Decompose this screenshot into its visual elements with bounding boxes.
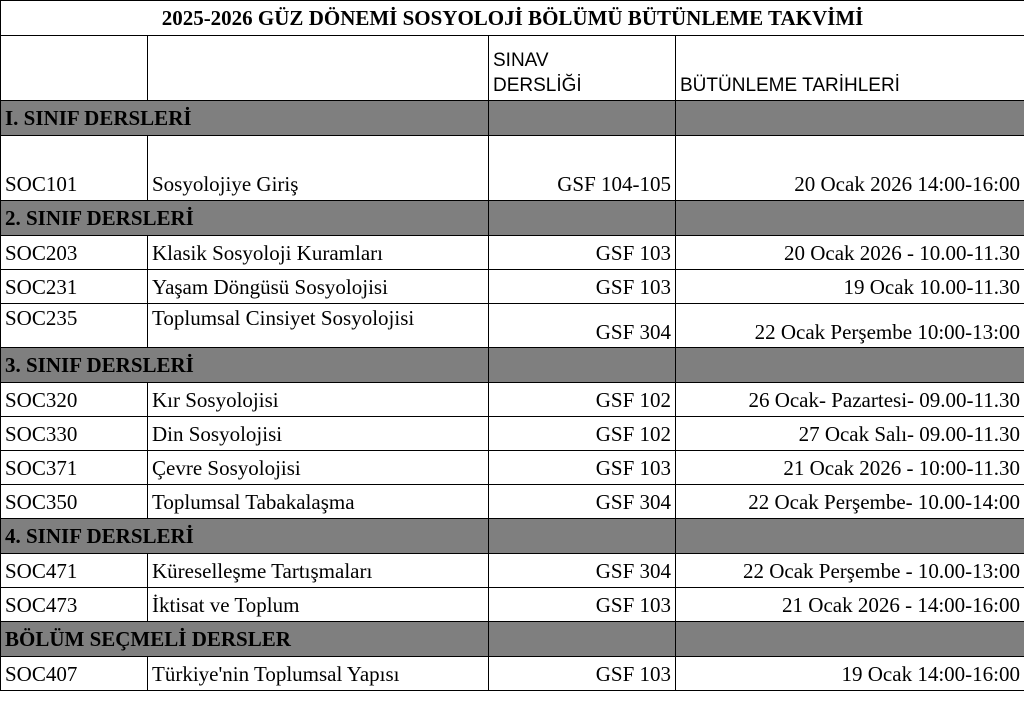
table-row	[1, 588, 1024, 622]
exam-date: 26 Ocak- Pazartesi- 09.00-11.30	[676, 383, 1024, 417]
exam-room: GSF 103	[489, 270, 676, 304]
course-code: SOC473	[1, 588, 148, 622]
course-code: SOC203	[1, 236, 148, 270]
exam-date: 22 Ocak Perşembe - 10.00-13:00	[676, 554, 1024, 588]
course-code: SOC471	[1, 554, 148, 588]
section-row-2	[1, 201, 1024, 236]
course-name: Kır Sosyolojisi	[148, 383, 489, 417]
table-row	[1, 485, 1024, 519]
course-name: Türkiye'nin Toplumsal Yapısı	[148, 657, 489, 691]
section-filler	[489, 622, 676, 657]
table-row	[1, 383, 1024, 417]
course-code: SOC320	[1, 383, 148, 417]
exam-date: 22 Ocak Perşembe 10:00-13:00	[676, 304, 1024, 348]
header-name	[148, 36, 489, 101]
course-code: SOC350	[1, 485, 148, 519]
exam-room: GSF 103	[489, 451, 676, 485]
header-row	[1, 36, 1024, 101]
section-label: I. SINIF DERSLERİ	[1, 101, 489, 136]
exam-room: GSF 304	[489, 485, 676, 519]
header-code	[1, 36, 148, 101]
section-label: 3. SINIF DERSLERİ	[1, 348, 489, 383]
section-filler	[489, 101, 676, 136]
table-row	[1, 417, 1024, 451]
title-row	[1, 1, 1024, 36]
header-room-line1: SINAV	[493, 50, 549, 71]
section-filler	[676, 622, 1024, 657]
exam-room: GSF 103	[489, 236, 676, 270]
table-row	[1, 304, 1024, 348]
exam-date: 19 Ocak 14:00-16:00	[676, 657, 1024, 691]
course-name: Sosyolojiye Giriş	[148, 136, 489, 201]
table-row	[1, 270, 1024, 304]
course-code: SOC371	[1, 451, 148, 485]
table-row	[1, 657, 1024, 691]
header-room-line2: DERSLİĞİ	[493, 75, 582, 96]
section-row-4	[1, 519, 1024, 554]
exam-room: GSF 103	[489, 588, 676, 622]
section-filler	[676, 201, 1024, 236]
exam-room: GSF 104-105	[489, 136, 676, 201]
table-title: 2025-2026 GÜZ DÖNEMİ SOSYOLOJİ BÖLÜMÜ BÜTÜNLEME TAKVİMİ	[1, 1, 1024, 36]
exam-date: 19 Ocak 10.00-11.30	[676, 270, 1024, 304]
exam-room: GSF 103	[489, 657, 676, 691]
course-name: Toplumsal Tabakalaşma	[148, 485, 489, 519]
exam-date: 22 Ocak Perşembe- 10.00-14:00	[676, 485, 1024, 519]
course-code: SOC330	[1, 417, 148, 451]
exam-room: GSF 304	[489, 304, 676, 348]
section-label: BÖLÜM SEÇMELİ DERSLER	[1, 622, 489, 657]
section-filler	[489, 201, 676, 236]
course-code: SOC407	[1, 657, 148, 691]
exam-date: 21 Ocak 2026 - 10:00-11.30	[676, 451, 1024, 485]
header-date: BÜTÜNLEME TARİHLERİ	[676, 36, 1024, 101]
course-name: Yaşam Döngüsü Sosyolojisi	[148, 270, 489, 304]
table-row	[1, 554, 1024, 588]
table-row	[1, 451, 1024, 485]
section-label: 2. SINIF DERSLERİ	[1, 201, 489, 236]
section-row-1	[1, 101, 1024, 136]
course-name: İktisat ve Toplum	[148, 588, 489, 622]
course-code: SOC235	[1, 304, 148, 348]
section-row-electives	[1, 622, 1024, 657]
course-code: SOC101	[1, 136, 148, 201]
exam-date: 20 Ocak 2026 14:00-16:00	[676, 136, 1024, 201]
exam-room: GSF 102	[489, 417, 676, 451]
course-name: Çevre Sosyolojisi	[148, 451, 489, 485]
course-name: Din Sosyolojisi	[148, 417, 489, 451]
course-name: Klasik Sosyoloji Kuramları	[148, 236, 489, 270]
section-filler	[676, 519, 1024, 554]
section-filler	[676, 101, 1024, 136]
section-row-3	[1, 348, 1024, 383]
section-filler	[676, 348, 1024, 383]
exam-date: 21 Ocak 2026 - 14:00-16:00	[676, 588, 1024, 622]
course-name: Küreselleşme Tartışmaları	[148, 554, 489, 588]
section-filler	[489, 348, 676, 383]
exam-room: GSF 304	[489, 554, 676, 588]
table-row	[1, 236, 1024, 270]
table-row	[1, 136, 1024, 201]
exam-date: 27 Ocak Salı- 09.00-11.30	[676, 417, 1024, 451]
section-filler	[489, 519, 676, 554]
course-name: Toplumsal Cinsiyet Sosyolojisi	[148, 304, 489, 348]
section-label: 4. SINIF DERSLERİ	[1, 519, 489, 554]
course-code: SOC231	[1, 270, 148, 304]
exam-date: 20 Ocak 2026 - 10.00-11.30	[676, 236, 1024, 270]
exam-room: GSF 102	[489, 383, 676, 417]
header-room	[489, 36, 676, 101]
